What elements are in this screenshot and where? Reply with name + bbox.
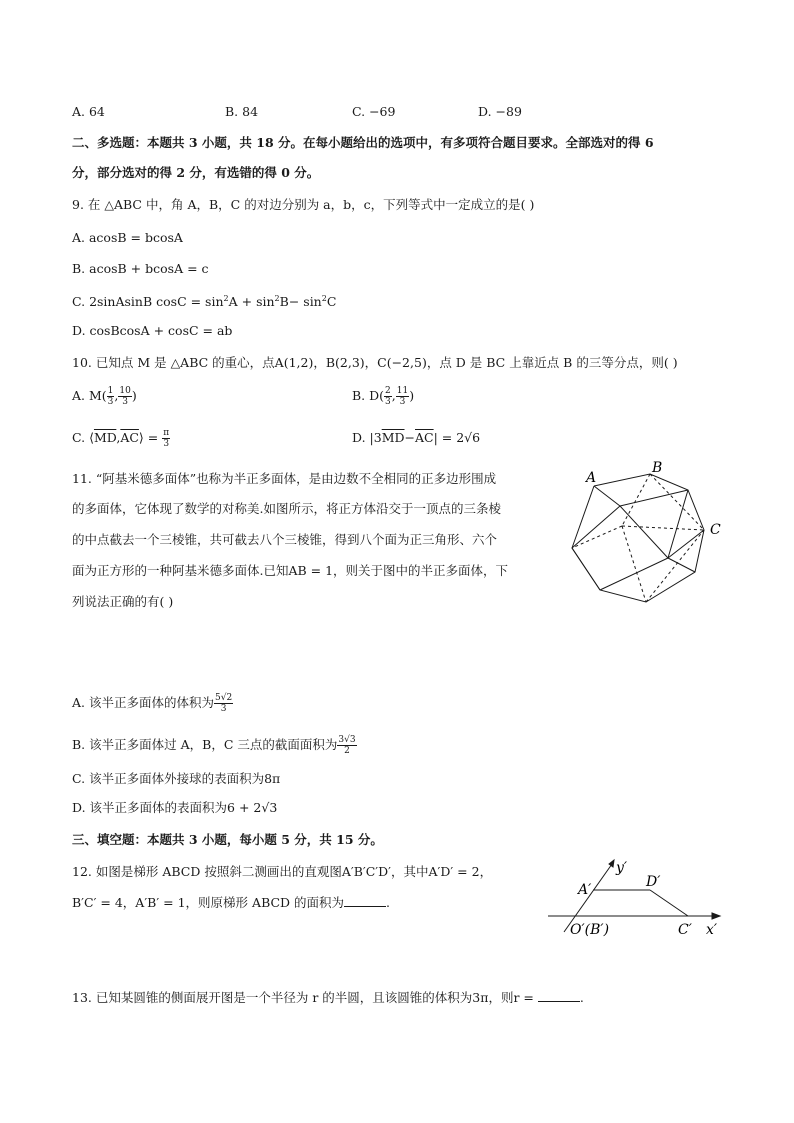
- q12-answer-blank: [344, 894, 386, 907]
- figure-label-a-prime: A′: [578, 882, 592, 898]
- q9-option-b: B. acosB + bcosA = c: [72, 261, 209, 276]
- q8-option-c: C. −69: [352, 104, 396, 119]
- q11-stem-line2: 的多面体，它体现了数学的对称美.如图所示，将正方体沿交于一顶点的三条棱: [72, 501, 501, 516]
- figure-label-c: C: [710, 522, 721, 538]
- q11-option-b: B. 该半正多面体过 A，B，C 三点的截面面积为 $\frac{3√3}{2}$: [72, 735, 356, 756]
- q8-option-d: D. −89: [478, 104, 522, 119]
- q13-answer-blank: [538, 989, 580, 1002]
- figure-label-x: x′: [706, 922, 718, 938]
- q12-stem-line1: 12. 如图是梯形 ABCD 按照斜二测画出的直观图A′B′C′D′，其中A′D′ = 2，: [72, 864, 493, 879]
- figure-label-y: y′: [616, 860, 628, 876]
- q12-stem-line2: B′C′ = 4，A′B′ = 1，则原梯形 ABCD 的面积为 .: [72, 895, 391, 910]
- figure-label-origin: O′(B′): [570, 922, 610, 938]
- q11-stem-line4: 面为正方形的一种阿基米德多面体.已知AB = 1，则关于图中的半正多面体，下: [72, 563, 509, 578]
- section2-heading-line2: 分，部分选对的得 2 分，有选错的得 0 分。: [72, 165, 320, 180]
- q9-option-c: C. 2sinAsinB $\cos C = \sin^2A + \sin^2B- \sin^2C$: [72, 294, 337, 310]
- q10-option-b: B. D( $\frac{2}{3}$ , $\frac{11}{3}$ ): [352, 386, 415, 407]
- q9-stem: 9. 在 △ABC 中，角 A，B，C 的对边分别为 a，b，c，下列等式中一定成立的是( ): [72, 197, 535, 212]
- q11-stem-line5: 列说法正确的有( ): [72, 594, 174, 609]
- section3-heading: 三、填空题：本题共 3 小题，每小题 5 分，共 15 分。: [72, 832, 383, 847]
- q8-option-a: A. 64: [72, 104, 105, 119]
- q10-stem: 10. 已知点 M 是 △ABC 的重心，点A(1,2)，B(2,3)，C(−2,5)，点 D 是 BC 上靠近点 B 的三等分点，则( ): [72, 355, 678, 370]
- q13-stem: 13. 已知某圆锥的侧面展开图是一个半径为 r 的半圆，且该圆锥的体积为3π，则r = .: [72, 990, 584, 1005]
- q8-option-b: B. 84: [225, 104, 259, 119]
- q9-option-a: A. acosB = bcosA: [72, 230, 183, 245]
- figure-label-b: B: [652, 460, 663, 476]
- figure-label-a: A: [586, 470, 597, 486]
- section2-heading-line1: 二、多选题：本题共 3 小题，共 18 分。在每小题给出的选项中，有多项符合题目要求。全部选对的得 6: [72, 135, 654, 150]
- q10-option-d: D. $|3\overline{MD}-\overline{AC}| = 2√6$: [352, 430, 481, 445]
- q10-option-a: A. M( $\frac{1}{3}$ , $\frac{10}{3}$ ): [72, 386, 137, 407]
- q11-option-d: D. 该半正多面体的表面积为6 + 2√3: [72, 800, 278, 815]
- figure-label-d-prime: D′: [646, 874, 661, 890]
- cuboctahedron-figure: [562, 460, 732, 613]
- q11-option-c: C. 该半正多面体外接球的表面积为8π: [72, 771, 281, 786]
- oblique-trapezoid-figure: [540, 852, 730, 945]
- figure-label-c-prime: C′: [678, 922, 692, 938]
- q10-option-c: C. $⟨\overline{MD},\overline{AC}⟩$ = $\frac{\pi}{3}$: [72, 428, 170, 449]
- q9-option-d: D. cosBcosA + cosC = ab: [72, 323, 233, 338]
- q11-option-a: A. 该半正多面体的体积为 $\frac{5√2}{3}$: [72, 693, 233, 714]
- q11-stem-line3: 的中点截去一个三棱锥，共可截去八个三棱锥，得到八个面为正三角形、六个: [72, 532, 498, 547]
- q11-stem-line1: 11. “阿基米德多面体”也称为半正多面体，是由边数不全相同的正多边形围成: [72, 471, 497, 486]
